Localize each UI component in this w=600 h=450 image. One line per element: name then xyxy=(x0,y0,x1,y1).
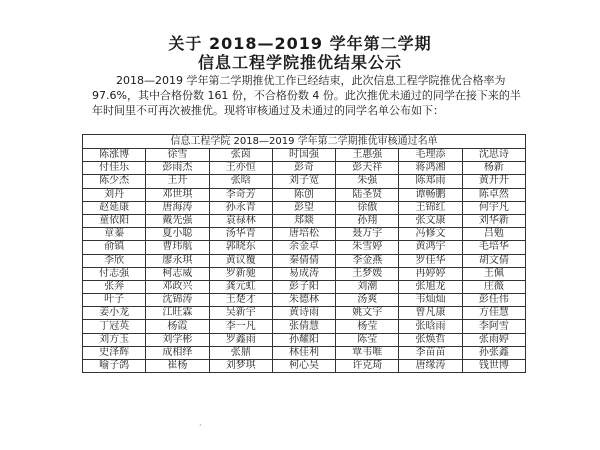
name-cell: 黄议覆 xyxy=(209,254,272,267)
name-cell: 朱强 xyxy=(336,175,399,188)
name-cell: 崔杨 xyxy=(146,360,209,373)
name-cell: 姜小龙 xyxy=(83,307,146,320)
name-cell: 李欣 xyxy=(83,254,146,267)
name-cell: 蒋鸿湘 xyxy=(399,162,462,175)
approved-names-table xyxy=(82,134,526,373)
name-cell: 韦灿灿 xyxy=(399,294,462,307)
name-cell: 龚元虹 xyxy=(209,280,272,293)
name-cell: 王梦媛 xyxy=(336,267,399,280)
name-cell: 钱世博 xyxy=(462,360,525,373)
name-cell: 陈卓然 xyxy=(462,188,525,201)
name-cell: 冉婷婷 xyxy=(399,267,462,280)
name-cell: 黄诗雨 xyxy=(272,307,335,320)
name-cell: 王开 xyxy=(146,175,209,188)
name-cell: 毛理添 xyxy=(399,149,462,162)
name-cell: 唐缘涛 xyxy=(399,360,462,373)
name-cell: 黄鸿宇 xyxy=(399,241,462,254)
name-cell: 孙翔 xyxy=(336,214,399,227)
name-cell: 陈郑雨 xyxy=(399,175,462,188)
name-cell: 赵延康 xyxy=(83,201,146,214)
name-cell: 张旭龙 xyxy=(399,280,462,293)
name-cell: 唐培松 xyxy=(272,228,335,241)
table-row xyxy=(83,360,526,373)
name-cell: 戴先强 xyxy=(146,214,209,227)
name-cell: 成相绎 xyxy=(146,346,209,359)
name-cell: 张茵 xyxy=(209,149,272,162)
name-cell: 张文康 xyxy=(399,214,462,227)
name-cell: 覃韦唯 xyxy=(336,346,399,359)
table-row xyxy=(83,254,526,267)
name-cell: 刘子宽 xyxy=(272,175,335,188)
name-cell: 付志强 xyxy=(83,267,146,280)
name-cell: 彭望 xyxy=(272,201,335,214)
name-cell: 张鼎 xyxy=(209,346,272,359)
name-cell: 余金卓 xyxy=(272,241,335,254)
name-cell: 李阿雪 xyxy=(462,320,525,333)
name-cell: 章蓁 xyxy=(83,228,146,241)
name-cell: 彭任伟 xyxy=(462,294,525,307)
name-cell: 俞镇 xyxy=(83,241,146,254)
name-cell: 李苗苗 xyxy=(399,346,462,359)
name-cell: 张奔 xyxy=(83,280,146,293)
name-cell: 庄薇 xyxy=(462,280,525,293)
table-row xyxy=(83,228,526,241)
name-cell: 杨新 xyxy=(462,162,525,175)
name-cell: 毛培华 xyxy=(462,241,525,254)
name-cell: 曹玮航 xyxy=(146,241,209,254)
name-cell: 刘学彬 xyxy=(146,333,209,346)
name-cell: 刘梦琪 xyxy=(209,360,272,373)
name-cell: 袁禄林 xyxy=(209,214,272,227)
name-cell: 孙张鑫 xyxy=(462,346,525,359)
name-cell: 时国强 xyxy=(272,149,335,162)
name-cell: 陈创 xyxy=(272,188,335,201)
name-cell: 彭奇 xyxy=(272,162,335,175)
name-cell: 徐雪 xyxy=(146,149,209,162)
table-row xyxy=(83,175,526,188)
notice-title-line2: 信息工程学院推优结果公示 xyxy=(197,53,402,72)
name-cell: 陈涨博 xyxy=(83,149,146,162)
name-cell: 易成涛 xyxy=(272,267,335,280)
name-cell: 李奇芳 xyxy=(209,188,272,201)
name-cell: 王惠强 xyxy=(336,149,399,162)
name-cell: 廖永琪 xyxy=(146,254,209,267)
name-cell: 童依阳 xyxy=(83,214,146,227)
name-cell: 郭晓东 xyxy=(209,241,272,254)
name-cell: 夏小聪 xyxy=(146,228,209,241)
name-cell: 刘丹 xyxy=(83,188,146,201)
name-cell: 江旺霖 xyxy=(146,307,209,320)
name-cell: 沈锦涛 xyxy=(146,294,209,307)
table-row xyxy=(83,320,526,333)
name-cell: 何宇凡 xyxy=(462,201,525,214)
name-cell: 张晗 xyxy=(209,175,272,188)
table-row xyxy=(83,294,526,307)
name-cell: 汤华青 xyxy=(209,228,272,241)
table-row xyxy=(83,214,526,227)
table-row xyxy=(83,188,526,201)
name-cell: 付佳乐 xyxy=(83,162,146,175)
table-row xyxy=(83,149,526,162)
name-cell: 聂万宇 xyxy=(336,228,399,241)
name-cell: 刘潮 xyxy=(336,280,399,293)
name-cell: 叶子 xyxy=(83,294,146,307)
name-cell: 朱雪婷 xyxy=(336,241,399,254)
scan-speck: · xyxy=(199,421,202,430)
name-cell: 张倩慧 xyxy=(272,320,335,333)
name-cell: 唐海涛 xyxy=(146,201,209,214)
name-cell: 孙永青 xyxy=(209,201,272,214)
table-row xyxy=(83,346,526,359)
table-row xyxy=(83,162,526,175)
table-row xyxy=(83,280,526,293)
name-cell: 李一凡 xyxy=(209,320,272,333)
names-table-body xyxy=(83,149,526,373)
name-cell: 彭雨杰 xyxy=(146,162,209,175)
name-cell: 史泽辉 xyxy=(83,346,146,359)
name-cell: 罗新驰 xyxy=(209,267,272,280)
table-caption-row xyxy=(83,135,526,149)
name-cell: 彭天祥 xyxy=(336,162,399,175)
notice-title-line1: 关于 2018—2019 学年第二学期 xyxy=(168,34,432,53)
name-cell: 王佩 xyxy=(462,267,525,280)
name-cell: 张焕哲 xyxy=(399,333,462,346)
name-cell: 李金燕 xyxy=(336,254,399,267)
table-row xyxy=(83,307,526,320)
name-cell: 林佳利 xyxy=(272,346,335,359)
name-cell: 郑燚 xyxy=(272,214,335,227)
name-cell: 张晗雨 xyxy=(399,320,462,333)
name-cell: 丁冠英 xyxy=(83,320,146,333)
table-caption: 信息工程学院 2018—2019 学年第二学期推优审核通过名单 xyxy=(83,135,526,149)
name-cell: 吕勉 xyxy=(462,228,525,241)
name-cell: 邓世琪 xyxy=(146,188,209,201)
name-cell: 陈莹 xyxy=(336,333,399,346)
name-cell: 朱德林 xyxy=(272,294,335,307)
name-cell: 方佳慧 xyxy=(462,307,525,320)
name-cell: 邓政兴 xyxy=(146,280,209,293)
name-cell: 徐傲 xyxy=(336,201,399,214)
name-cell: 黄开开 xyxy=(462,175,525,188)
table-row xyxy=(83,201,526,214)
name-cell: 胡文倩 xyxy=(462,254,525,267)
name-cell: 罗鑫雨 xyxy=(209,333,272,346)
name-cell: 王楚才 xyxy=(209,294,272,307)
name-cell: 柯心昊 xyxy=(272,360,335,373)
name-cell: 杨莹 xyxy=(336,320,399,333)
name-cell: 陆圣贤 xyxy=(336,188,399,201)
name-cell: 张雨婷 xyxy=(462,333,525,346)
name-cell: 秦倩倩 xyxy=(272,254,335,267)
name-cell: 王亦恒 xyxy=(209,162,272,175)
name-cell: 陈少杰 xyxy=(83,175,146,188)
table-row xyxy=(83,333,526,346)
name-cell: 吴新宇 xyxy=(209,307,272,320)
name-cell: 喻子鸽 xyxy=(83,360,146,373)
name-cell: 姚文宇 xyxy=(336,307,399,320)
name-cell: 冯修文 xyxy=(399,228,462,241)
name-cell: 曾凡康 xyxy=(399,307,462,320)
notice-intro-paragraph: 2018—2019 学年第二学期推优工作已经结束，此次信息工程学院推优合格率为 97.6%，其中合格份数 161 份，不合格份数 4 份。此次推优未通过的同学在接下来的半年时间里不可再次被推优。现将审核通过及未通过的同学名单公布如下： xyxy=(92,74,521,117)
name-cell: 孙耀阳 xyxy=(272,333,335,346)
name-cell: 彭子阳 xyxy=(272,280,335,293)
name-cell: 汤爽 xyxy=(336,294,399,307)
name-cell: 沈思诗 xyxy=(462,149,525,162)
name-cell: 刘方玉 xyxy=(83,333,146,346)
name-cell: 王锦红 xyxy=(399,201,462,214)
table-row xyxy=(83,241,526,254)
name-cell: 谭畅鹏 xyxy=(399,188,462,201)
name-cell: 刘华新 xyxy=(462,214,525,227)
name-cell: 许克琦 xyxy=(336,360,399,373)
name-cell: 罗佳华 xyxy=(399,254,462,267)
name-cell: 杨霞 xyxy=(146,320,209,333)
table-row xyxy=(83,267,526,280)
name-cell: 柯志威 xyxy=(146,267,209,280)
